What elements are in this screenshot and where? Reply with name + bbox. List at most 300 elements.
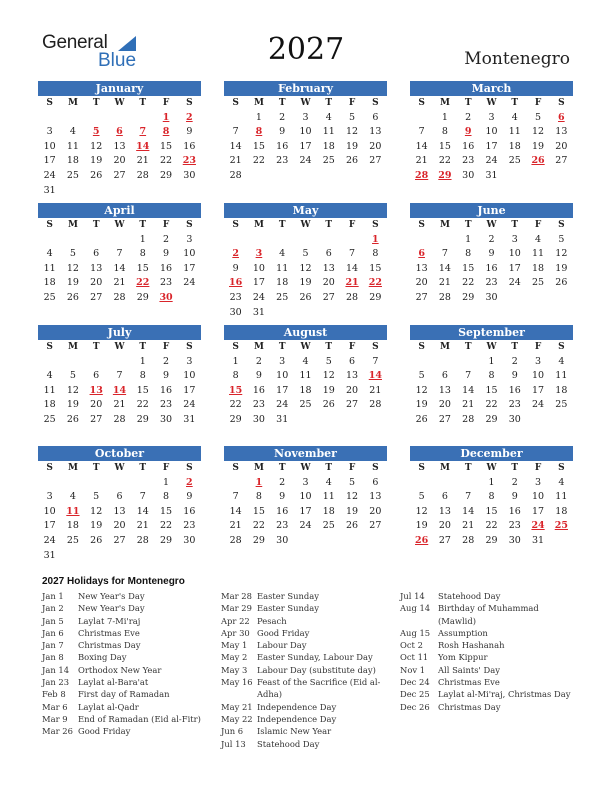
day-cell: 9 bbox=[279, 126, 286, 138]
month-header: May bbox=[224, 203, 387, 218]
day-cell: 5 bbox=[325, 355, 332, 367]
holiday-date: Nov 1 bbox=[400, 664, 426, 675]
day-cell: 6 bbox=[372, 476, 379, 488]
day-cell: 21 bbox=[229, 155, 242, 167]
day-cell: 5 bbox=[418, 491, 425, 503]
day-cell: 4 bbox=[325, 476, 332, 488]
day-cell: 26 bbox=[66, 291, 79, 303]
day-cell: 16 bbox=[485, 262, 498, 274]
month-header: August bbox=[224, 325, 387, 340]
day-cell: 10 bbox=[43, 140, 56, 152]
holiday-row bbox=[221, 738, 391, 750]
day-cell: 9 bbox=[163, 248, 170, 260]
day-cell: 8 bbox=[255, 491, 262, 503]
day-cell: 18 bbox=[555, 505, 568, 517]
holiday-row bbox=[42, 676, 212, 688]
month-february bbox=[224, 81, 387, 184]
day-cell: 20 bbox=[369, 505, 382, 517]
day-cell: 19 bbox=[346, 140, 359, 152]
day-cell: 4 bbox=[302, 355, 309, 367]
holiday-row bbox=[400, 676, 578, 688]
day-cell: 30 bbox=[485, 291, 498, 303]
holiday-day-cell: 1 bbox=[255, 476, 263, 488]
day-cell: 13 bbox=[369, 126, 382, 138]
day-cell: 16 bbox=[160, 384, 173, 396]
day-cell: 17 bbox=[532, 384, 545, 396]
holiday-name: Birthday of Muhammad (Mawlid) bbox=[438, 603, 539, 626]
day-cell: 24 bbox=[299, 155, 312, 167]
day-cell: 20 bbox=[415, 277, 428, 289]
day-cell: 26 bbox=[299, 291, 312, 303]
day-cell: 22 bbox=[160, 155, 173, 167]
weekday-header: W bbox=[300, 463, 311, 473]
day-cell: 18 bbox=[508, 140, 521, 152]
day-cell: 25 bbox=[322, 520, 335, 532]
day-cell: 24 bbox=[508, 277, 521, 289]
holiday-day-cell: 14 bbox=[136, 140, 150, 152]
weekday-header: T bbox=[139, 220, 147, 230]
day-cell: 27 bbox=[555, 155, 568, 167]
empty-day-cell bbox=[85, 233, 108, 248]
month-day-grid bbox=[410, 461, 573, 549]
day-cell: 10 bbox=[532, 370, 545, 382]
holiday-row bbox=[221, 676, 391, 701]
weekday-header: S bbox=[418, 463, 425, 473]
holiday-row bbox=[400, 602, 578, 627]
day-cell: 23 bbox=[508, 520, 521, 532]
day-cell: 13 bbox=[415, 262, 428, 274]
holiday-row bbox=[221, 639, 391, 651]
day-cell: 26 bbox=[415, 413, 428, 425]
day-cell: 9 bbox=[163, 370, 170, 382]
weekday-header: T bbox=[464, 463, 472, 473]
holiday-date: Jan 7 bbox=[42, 640, 64, 651]
weekday-header: T bbox=[92, 342, 100, 352]
day-cell: 7 bbox=[349, 248, 356, 260]
day-cell: 30 bbox=[508, 534, 521, 546]
month-header: February bbox=[224, 81, 387, 96]
day-cell: 13 bbox=[438, 384, 451, 396]
day-cell: 28 bbox=[229, 169, 242, 181]
day-cell: 4 bbox=[46, 248, 53, 260]
day-cell: 2 bbox=[163, 233, 170, 245]
day-cell: 31 bbox=[252, 306, 265, 318]
day-cell: 21 bbox=[462, 399, 475, 411]
day-cell: 30 bbox=[229, 306, 242, 318]
day-cell: 15 bbox=[252, 140, 265, 152]
day-cell: 15 bbox=[136, 262, 149, 274]
day-cell: 1 bbox=[232, 355, 239, 367]
holiday-day-cell: 29 bbox=[438, 169, 452, 181]
day-cell: 24 bbox=[43, 534, 56, 546]
day-cell: 23 bbox=[160, 399, 173, 411]
day-cell: 15 bbox=[369, 262, 382, 274]
day-cell: 23 bbox=[160, 277, 173, 289]
day-cell: 18 bbox=[276, 277, 289, 289]
day-cell: 13 bbox=[90, 262, 103, 274]
weekday-header: T bbox=[464, 342, 472, 352]
holiday-name: Labour Day (substitute day) bbox=[257, 664, 376, 675]
day-cell: 19 bbox=[532, 140, 545, 152]
day-cell: 28 bbox=[462, 413, 475, 425]
day-cell: 16 bbox=[276, 140, 289, 152]
weekday-header: F bbox=[534, 98, 542, 108]
day-cell: 31 bbox=[43, 184, 56, 196]
empty-day-cell bbox=[224, 233, 247, 248]
day-cell: 19 bbox=[66, 277, 79, 289]
day-cell: 17 bbox=[43, 520, 56, 532]
day-cell: 22 bbox=[485, 520, 498, 532]
weekday-header: M bbox=[67, 220, 78, 230]
day-cell: 19 bbox=[415, 520, 428, 532]
holiday-day-cell: 3 bbox=[255, 248, 263, 260]
day-cell: 22 bbox=[462, 277, 475, 289]
day-cell: 20 bbox=[438, 399, 451, 411]
empty-day-cell bbox=[457, 355, 480, 370]
day-cell: 27 bbox=[346, 399, 359, 411]
day-cell: 21 bbox=[415, 155, 428, 167]
holiday-day-cell: 15 bbox=[229, 384, 243, 396]
holiday-name: First day of Ramadan bbox=[78, 689, 170, 700]
weekday-header: T bbox=[278, 342, 286, 352]
month-header: November bbox=[224, 446, 387, 461]
weekday-header: T bbox=[325, 342, 333, 352]
month-day-grid bbox=[224, 340, 387, 428]
holiday-row bbox=[221, 590, 391, 602]
day-cell: 26 bbox=[90, 169, 103, 181]
day-cell: 17 bbox=[508, 262, 521, 274]
weekday-header: M bbox=[67, 342, 78, 352]
weekday-header: F bbox=[348, 98, 356, 108]
holiday-name: Labour Day bbox=[257, 640, 307, 651]
weekday-header: S bbox=[186, 98, 193, 108]
empty-day-cell bbox=[457, 476, 480, 491]
day-cell: 6 bbox=[93, 248, 100, 260]
holiday-date: Jan 2 bbox=[42, 603, 64, 614]
holiday-day-cell: 26 bbox=[531, 155, 545, 167]
weekday-header: W bbox=[486, 98, 497, 108]
day-cell: 7 bbox=[232, 126, 239, 138]
day-cell: 6 bbox=[349, 355, 356, 367]
day-cell: 1 bbox=[488, 476, 495, 488]
day-cell: 18 bbox=[66, 155, 79, 167]
empty-day-cell bbox=[85, 111, 108, 126]
day-cell: 29 bbox=[160, 169, 173, 181]
holiday-day-cell: 13 bbox=[89, 384, 103, 396]
holiday-name: Feast of the Sacrifice (Eid al-Adha) bbox=[257, 677, 381, 700]
day-cell: 24 bbox=[276, 399, 289, 411]
weekday-header: S bbox=[232, 98, 239, 108]
holiday-name: Yom Kippur bbox=[438, 652, 488, 663]
month-header: December bbox=[410, 446, 573, 461]
day-cell: 15 bbox=[160, 140, 173, 152]
day-cell: 11 bbox=[276, 262, 289, 274]
holiday-date: Mar 6 bbox=[42, 701, 68, 712]
day-cell: 2 bbox=[511, 355, 518, 367]
holiday-day-cell: 21 bbox=[345, 277, 359, 289]
holiday-date: Oct 11 bbox=[400, 652, 429, 663]
weekday-header: T bbox=[139, 463, 147, 473]
day-cell: 7 bbox=[139, 491, 146, 503]
day-cell: 25 bbox=[66, 534, 79, 546]
weekday-header: T bbox=[278, 463, 286, 473]
weekday-header: W bbox=[486, 463, 497, 473]
day-cell: 14 bbox=[462, 505, 475, 517]
month-august bbox=[224, 325, 387, 428]
day-cell: 16 bbox=[160, 262, 173, 274]
day-cell: 1 bbox=[488, 355, 495, 367]
holiday-day-cell: 1 bbox=[372, 233, 379, 245]
day-cell: 16 bbox=[183, 505, 196, 517]
day-cell: 22 bbox=[252, 155, 265, 167]
day-cell: 16 bbox=[183, 140, 196, 152]
weekday-header: T bbox=[511, 463, 519, 473]
empty-day-cell bbox=[108, 233, 131, 248]
day-cell: 1 bbox=[255, 111, 262, 123]
weekday-header: S bbox=[186, 220, 193, 230]
weekday-header: M bbox=[439, 220, 450, 230]
day-cell: 7 bbox=[232, 491, 239, 503]
day-cell: 25 bbox=[555, 399, 568, 411]
day-cell: 30 bbox=[276, 534, 289, 546]
day-cell: 12 bbox=[66, 384, 79, 396]
month-day-grid bbox=[38, 96, 201, 198]
weekday-header: T bbox=[511, 342, 519, 352]
holiday-name: Rosh Hashanah bbox=[438, 640, 505, 651]
weekday-header: T bbox=[139, 342, 147, 352]
day-cell: 14 bbox=[113, 262, 126, 274]
day-cell: 20 bbox=[90, 277, 103, 289]
day-cell: 21 bbox=[113, 399, 126, 411]
day-cell: 19 bbox=[90, 520, 103, 532]
day-cell: 12 bbox=[299, 262, 312, 274]
holiday-row bbox=[400, 688, 578, 700]
day-cell: 9 bbox=[511, 370, 518, 382]
holiday-date: Apr 22 bbox=[221, 615, 250, 626]
day-cell: 20 bbox=[322, 277, 335, 289]
holiday-row bbox=[221, 615, 391, 627]
day-cell: 15 bbox=[252, 505, 265, 517]
empty-day-cell bbox=[410, 233, 433, 248]
day-cell: 5 bbox=[418, 370, 425, 382]
day-cell: 3 bbox=[46, 126, 53, 138]
day-cell: 30 bbox=[252, 413, 265, 425]
weekday-header: M bbox=[439, 463, 450, 473]
day-cell: 28 bbox=[346, 291, 359, 303]
holiday-date: Feb 8 bbox=[42, 689, 66, 700]
day-cell: 27 bbox=[438, 413, 451, 425]
day-cell: 4 bbox=[558, 476, 565, 488]
holiday-day-cell: 28 bbox=[415, 169, 429, 181]
month-header: April bbox=[38, 203, 201, 218]
day-cell: 18 bbox=[322, 140, 335, 152]
day-cell: 21 bbox=[113, 277, 126, 289]
day-cell: 7 bbox=[441, 248, 448, 260]
holiday-day-cell: 7 bbox=[139, 126, 147, 138]
day-cell: 16 bbox=[462, 140, 475, 152]
day-cell: 16 bbox=[252, 384, 265, 396]
holiday-row bbox=[221, 651, 391, 663]
day-cell: 31 bbox=[276, 413, 289, 425]
logo-text-blue: Blue bbox=[98, 50, 137, 71]
holiday-row bbox=[42, 688, 212, 700]
day-cell: 18 bbox=[43, 399, 56, 411]
holiday-row bbox=[221, 701, 391, 713]
day-cell: 28 bbox=[229, 534, 242, 546]
day-cell: 8 bbox=[465, 248, 472, 260]
day-cell: 26 bbox=[322, 399, 335, 411]
holiday-name: Independence Day bbox=[257, 701, 337, 712]
holiday-date: Dec 25 bbox=[400, 689, 430, 700]
day-cell: 3 bbox=[302, 476, 309, 488]
day-cell: 7 bbox=[116, 248, 123, 260]
day-cell: 4 bbox=[535, 233, 542, 245]
month-december bbox=[410, 446, 573, 549]
holiday-name: Laylat al-Mi'raj, Christmas Day bbox=[438, 689, 571, 700]
weekday-header: S bbox=[232, 342, 239, 352]
day-cell: 4 bbox=[69, 126, 76, 138]
day-cell: 28 bbox=[438, 291, 451, 303]
day-cell: 17 bbox=[183, 384, 196, 396]
day-cell: 13 bbox=[322, 262, 335, 274]
holiday-date: Dec 26 bbox=[400, 701, 430, 712]
weekday-header: S bbox=[232, 220, 239, 230]
day-cell: 23 bbox=[252, 399, 265, 411]
country-name: Montenegro bbox=[464, 49, 570, 69]
holiday-day-cell: 1 bbox=[162, 111, 170, 123]
day-cell: 6 bbox=[93, 370, 100, 382]
holiday-date: May 3 bbox=[221, 664, 248, 675]
day-cell: 20 bbox=[369, 140, 382, 152]
weekday-header: T bbox=[325, 220, 333, 230]
holiday-day-cell: 8 bbox=[255, 126, 263, 138]
empty-day-cell bbox=[433, 355, 456, 370]
month-day-grid bbox=[410, 340, 573, 428]
holiday-day-cell: 24 bbox=[531, 520, 545, 532]
weekday-header: M bbox=[253, 220, 264, 230]
weekday-header: W bbox=[486, 342, 497, 352]
holiday-date: Apr 30 bbox=[221, 627, 250, 638]
day-cell: 18 bbox=[322, 505, 335, 517]
logo-text-general: General bbox=[42, 32, 108, 53]
holiday-row bbox=[42, 725, 212, 737]
weekday-header: M bbox=[253, 98, 264, 108]
weekday-header: S bbox=[186, 463, 193, 473]
holiday-date: Jun 6 bbox=[221, 726, 244, 737]
weekday-header: F bbox=[162, 98, 170, 108]
holiday-row bbox=[400, 627, 578, 639]
day-cell: 28 bbox=[369, 399, 382, 411]
holiday-name: All Saints' Day bbox=[438, 664, 500, 675]
day-cell: 11 bbox=[43, 262, 56, 274]
day-cell: 8 bbox=[488, 370, 495, 382]
weekday-header: F bbox=[534, 342, 542, 352]
holiday-name: Easter Sunday, Labour Day bbox=[257, 652, 373, 663]
month-may bbox=[224, 203, 387, 320]
holiday-list-title: 2027 Holidays for Montenegro bbox=[42, 576, 185, 587]
holiday-row bbox=[400, 639, 578, 651]
empty-day-cell bbox=[224, 111, 247, 126]
month-january bbox=[38, 81, 201, 198]
holiday-day-cell: 14 bbox=[368, 370, 382, 382]
day-cell: 14 bbox=[346, 262, 359, 274]
day-cell: 15 bbox=[485, 384, 498, 396]
day-cell: 6 bbox=[116, 491, 123, 503]
holiday-day-cell: 30 bbox=[159, 291, 173, 303]
day-cell: 8 bbox=[488, 491, 495, 503]
day-cell: 23 bbox=[462, 155, 475, 167]
month-june bbox=[410, 203, 573, 306]
holiday-date: Jan 23 bbox=[42, 677, 70, 688]
month-september bbox=[410, 325, 573, 428]
day-cell: 12 bbox=[346, 491, 359, 503]
day-cell: 14 bbox=[229, 505, 242, 517]
holiday-name: Christmas Eve bbox=[78, 627, 140, 638]
holiday-column bbox=[400, 590, 578, 713]
holiday-row bbox=[400, 701, 578, 713]
day-cell: 26 bbox=[90, 534, 103, 546]
day-cell: 11 bbox=[66, 140, 79, 152]
holiday-day-cell: 8 bbox=[162, 126, 170, 138]
month-day-grid bbox=[410, 218, 573, 306]
day-cell: 5 bbox=[93, 491, 100, 503]
day-cell: 20 bbox=[438, 520, 451, 532]
day-cell: 15 bbox=[136, 384, 149, 396]
holiday-day-cell: 25 bbox=[554, 520, 568, 532]
empty-day-cell bbox=[85, 476, 108, 491]
holiday-row bbox=[42, 615, 212, 627]
empty-day-cell bbox=[38, 355, 61, 370]
month-day-grid bbox=[224, 218, 387, 320]
day-cell: 1 bbox=[139, 355, 146, 367]
day-cell: 1 bbox=[139, 233, 146, 245]
day-cell: 23 bbox=[276, 520, 289, 532]
day-cell: 9 bbox=[186, 126, 193, 138]
empty-day-cell bbox=[433, 476, 456, 491]
holiday-date: Jul 13 bbox=[221, 738, 246, 749]
empty-day-cell bbox=[224, 476, 247, 491]
weekday-header: F bbox=[534, 463, 542, 473]
weekday-header: S bbox=[418, 342, 425, 352]
day-cell: 5 bbox=[69, 248, 76, 260]
day-cell: 27 bbox=[415, 291, 428, 303]
weekday-header: T bbox=[464, 98, 472, 108]
day-cell: 18 bbox=[299, 384, 312, 396]
day-cell: 19 bbox=[415, 399, 428, 411]
holiday-date: Jan 14 bbox=[42, 664, 70, 675]
day-cell: 17 bbox=[532, 505, 545, 517]
empty-day-cell bbox=[131, 476, 154, 491]
day-cell: 25 bbox=[532, 277, 545, 289]
day-cell: 5 bbox=[69, 370, 76, 382]
day-cell: 3 bbox=[186, 355, 193, 367]
day-cell: 19 bbox=[346, 505, 359, 517]
day-cell: 31 bbox=[183, 413, 196, 425]
weekday-header: F bbox=[162, 220, 170, 230]
day-cell: 20 bbox=[113, 520, 126, 532]
holiday-row bbox=[400, 651, 578, 663]
day-cell: 5 bbox=[349, 111, 356, 123]
month-header: January bbox=[38, 81, 201, 96]
month-day-grid bbox=[410, 96, 573, 184]
day-cell: 13 bbox=[438, 505, 451, 517]
day-cell: 15 bbox=[160, 505, 173, 517]
day-cell: 9 bbox=[255, 370, 262, 382]
day-cell: 10 bbox=[485, 126, 498, 138]
day-cell: 3 bbox=[279, 355, 286, 367]
weekday-header: S bbox=[418, 98, 425, 108]
empty-day-cell bbox=[271, 233, 294, 248]
